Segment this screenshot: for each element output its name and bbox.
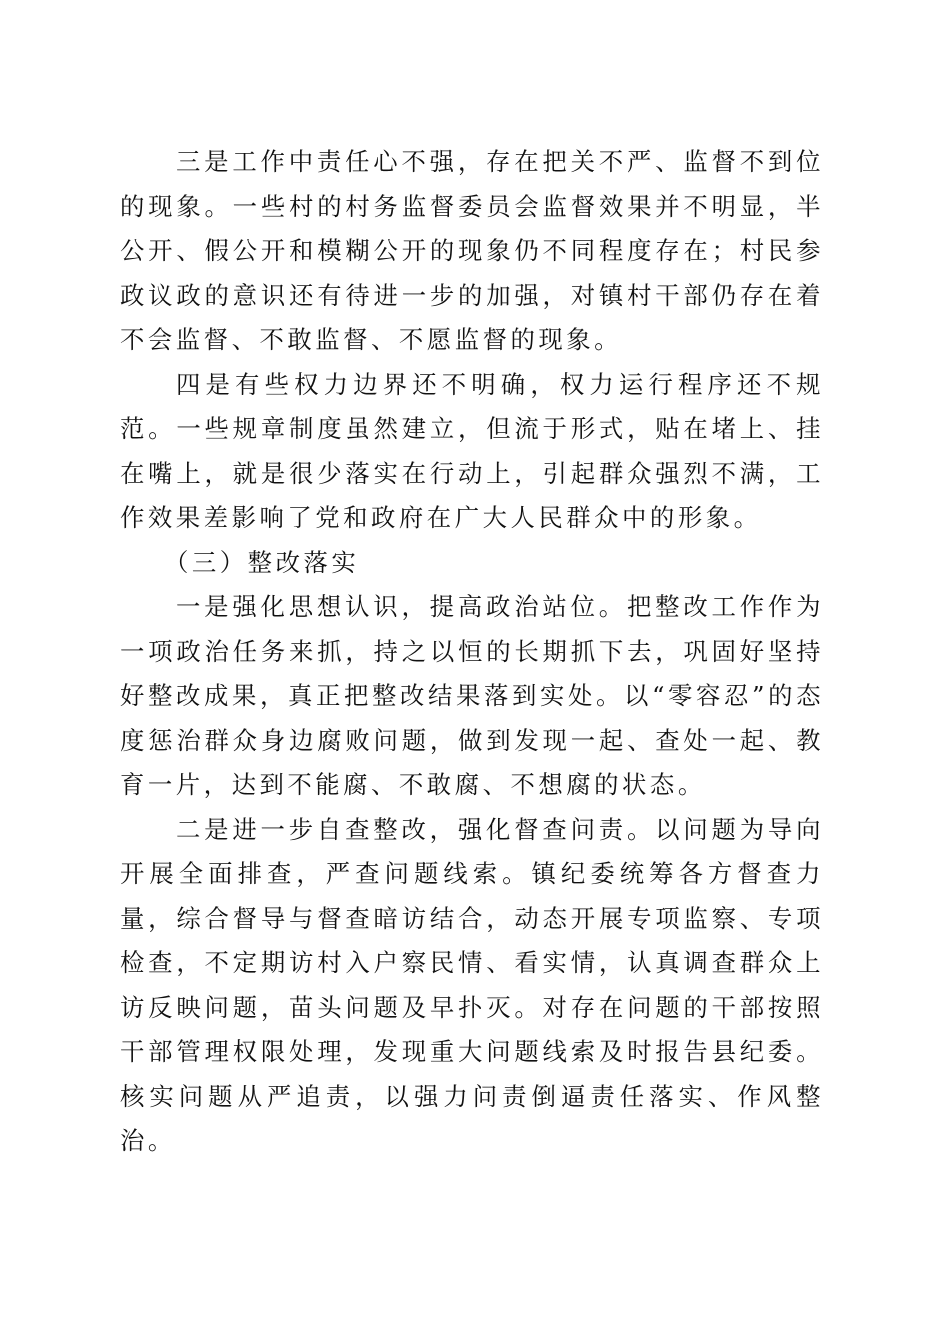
- paragraph-measure-two: 二是进一步自查整改，强化督查问责。以问题为导向开展全面排查，严查问题线索。镇纪委统筹各方督查力量，综合督导与督查暗访结合，动态开展专项监察、专项检查，不定期访村入户察民情、看实情，认真调查群众上访反映问题，苗头问题及早扑灭。对存在问题的干部按照干部管理权限处理，发现重大问题线索及时报告县纪委。核实问题从严追责，以强力问责倒逼责任落实、作风整治。: [120, 814, 824, 1155]
- paragraph-issue-four: 四是有些权力边界还不明确，权力运行程序还不规范。一些规章制度虽然建立，但流于形式，贴在堵上、挂在嘴上，就是很少落实在行动上，引起群众强烈不满，工作效果差影响了党和政府在广大人民群众中的形象。: [120, 369, 824, 532]
- document-body: [120, 140, 824, 1164]
- paragraph-measure-one: 一是强化思想认识，提高政治站位。把整改工作作为一项政治任务来抓，持之以恒的长期抓下去，巩固好坚持好整改成果，真正把整改结果落到实处。以“零容忍”的态度惩治群众身边腐败问题，做到发现一起、查处一起、教育一片，达到不能腐、不敢腐、不想腐的状态。: [120, 592, 824, 799]
- paragraph-issue-three: 三是工作中责任心不强，存在把关不严、监督不到位的现象。一些村的村务监督委员会监督效果并不明显，半公开、假公开和模糊公开的现象仍不同程度存在；村民参政议政的意识还有待进一步的加强，对镇村干部仍存在着不会监督、不敢监督、不愿监督的现象。: [120, 147, 824, 354]
- section-heading: （三）整改落实: [164, 547, 360, 577]
